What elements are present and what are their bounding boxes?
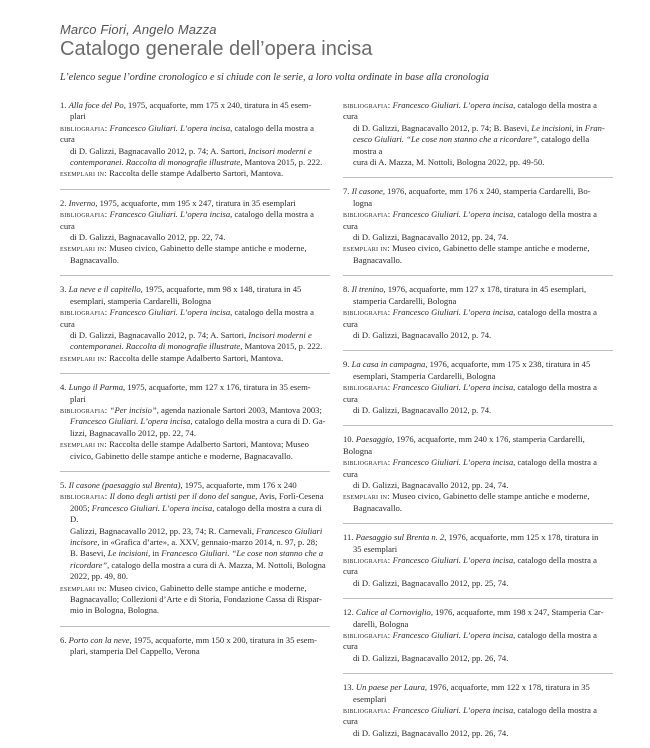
text-segment: Bagnacavallo. — [353, 502, 402, 513]
catalogue-entry — [343, 682, 613, 739]
entry-line — [60, 353, 330, 364]
text-segment: Calice al Cornoviglio — [355, 607, 431, 618]
entry-line — [60, 146, 330, 157]
page-title: Catalogo generale dell’opera incisa — [60, 38, 373, 60]
text-segment: Francesco Giuliari. L’opera incisa — [392, 630, 514, 641]
entry-line — [60, 168, 330, 179]
text-segment: Museo civico, Gabinetto delle stampe antiche e moderne, — [392, 243, 590, 254]
text-segment: mio in Bologna, Bologna. — [70, 605, 160, 616]
text-segment: civico, Gabinetto delle stampe antiche e moderne, Bagnacavallo. — [70, 450, 293, 461]
entry-line — [343, 491, 613, 502]
text-segment: , 1976, acquaforte, mm 175 x 238, tiratura in 45 — [425, 359, 591, 370]
text-segment: , 1976, acquaforte, mm 176 x 240, stamperia Cardarelli, Bo- — [382, 186, 591, 197]
bibliography-label: bibliografia: — [60, 491, 110, 502]
bibliography-label: bibliografia: — [343, 457, 393, 468]
text-segment: di D. Galizzi, Bagnacavallo 2012, pp. 22, 74. — [70, 232, 226, 243]
entry-line — [60, 537, 330, 548]
text-segment: Francesco Giuliari. L’opera incisa — [91, 502, 213, 513]
bibliography-label: bibliografia: — [60, 307, 110, 318]
entry-line — [60, 330, 330, 341]
entry-line — [343, 100, 613, 123]
catalogue-entry — [343, 532, 613, 589]
entry-line — [60, 341, 330, 352]
text-segment: , Mantova 2015, p. 222. — [240, 157, 323, 168]
entry-line — [60, 605, 330, 616]
text-segment: di D. Galizzi, Bagnacavallo 2012, pp. 26, 74. — [353, 727, 509, 738]
text-segment: , 1975, acquaforte, mm 127 x 176, tiratura in 35 esem- — [123, 382, 311, 393]
text-segment: lizzi, Bagnacavallo 2012, pp. 22, 74. — [70, 427, 197, 438]
bibliography-label: bibliografia: — [343, 100, 393, 110]
text-segment: , 1976, acquaforte, mm 198 x 247, Stamperia Car- — [430, 607, 604, 618]
entry-line — [343, 555, 613, 578]
text-segment: 4. — [60, 382, 69, 393]
text-segment: Museo civico, Gabinetto delle stampe antiche e moderne, — [392, 491, 590, 502]
entry-line — [60, 157, 330, 168]
text-segment: , 1975, acquaforte, mm 98 x 148, tiratura in 45 — [140, 284, 302, 295]
text-segment: contemporanei. Raccolta di monografie illustrate — [70, 341, 241, 352]
text-segment: , catalogo della mostra a cura — [343, 457, 597, 479]
bibliography-label: bibliografia: — [343, 307, 393, 318]
entry-line — [343, 134, 613, 157]
entry-line — [60, 416, 330, 427]
page-subtitle: L’elenco segue l’ordine cronologico e si chiude con le serie, a loro volta ordinate in base alla cronologia — [60, 72, 489, 83]
text-segment: Francesco Giuliari. L’opera incisa — [392, 209, 514, 220]
entry-line — [60, 111, 330, 122]
text-segment: 11. — [343, 532, 356, 543]
text-segment: 10. — [343, 434, 356, 445]
text-segment: di D. Galizzi, Bagnacavallo 2012, p. 74; A. Sartori, — [70, 145, 249, 156]
entry-line — [343, 578, 613, 589]
text-segment: Paesaggio — [355, 434, 393, 445]
text-segment: di D. Galizzi, Bagnacavallo 2012, pp. 26, 74. — [353, 652, 509, 663]
entry-line — [60, 405, 330, 416]
copies-label: esemplari in: — [60, 352, 110, 363]
entry-line — [343, 382, 613, 405]
entry-line — [343, 157, 613, 168]
text-segment: 9. — [343, 359, 352, 370]
text-segment: , 1975, acquaforte, mm 175 x 240, tiratura in 45 esem- — [123, 100, 312, 110]
text-segment: Le incisioni — [531, 122, 572, 133]
entry-divider — [343, 523, 613, 524]
entry-line — [60, 428, 330, 439]
entry-divider — [343, 350, 613, 351]
text-segment: , 1976, acquaforte, mm 125 x 178, tiratura in — [444, 532, 599, 543]
text-segment: , catalogo della mostra a cura — [60, 307, 314, 329]
entry-line — [60, 560, 330, 571]
text-segment: , Avis, Forlì-Cesena — [255, 491, 324, 502]
copies-label: esemplari in: — [60, 168, 110, 179]
entry-divider — [343, 275, 613, 276]
entry-divider — [60, 275, 330, 276]
text-segment: , in — [571, 122, 585, 133]
entry-line — [343, 607, 613, 618]
copies-label: esemplari in: — [343, 491, 393, 502]
catalogue-entry — [60, 198, 330, 266]
text-segment: , catalogo della mostra a — [353, 134, 590, 156]
text-segment: Fran- — [584, 122, 605, 133]
text-segment: Francesco Giuliari. L’opera incisa — [392, 555, 514, 565]
entry-line — [60, 255, 330, 266]
entry-line — [60, 646, 330, 657]
text-segment: Alla foce del Po — [68, 100, 124, 110]
text-segment: , catalogo della mostra a cura — [343, 209, 597, 231]
entry-divider — [60, 373, 330, 374]
text-segment: Francesco Giuliari. L’opera incisa — [392, 100, 514, 110]
bibliography-label: bibliografia: — [60, 404, 110, 415]
text-segment: di D. Galizzi, Bagnacavallo 2012, p. 74; B. Basevi, — [353, 122, 532, 133]
copies-label: esemplari in: — [343, 243, 393, 254]
text-segment: B. Basevi, — [70, 548, 108, 559]
text-segment: di D. Galizzi, Bagnacavallo 2012, p. 74. — [353, 404, 492, 415]
text-segment: Francesco Giuliari. L’opera incisa — [70, 416, 191, 427]
bibliography-label: bibliografia: — [343, 209, 393, 220]
text-segment: 35 esemplari — [353, 543, 398, 554]
catalogue-entry — [60, 382, 330, 462]
bibliography-label: bibliografia: — [343, 382, 393, 393]
entry-line — [343, 434, 613, 457]
entry-line — [60, 491, 330, 502]
entry-line — [60, 526, 330, 537]
text-segment: plari — [70, 393, 86, 404]
catalogue-entry — [343, 100, 613, 168]
text-segment: plari — [70, 111, 86, 122]
text-segment: 7. — [343, 186, 352, 197]
text-segment: Il casone — [351, 186, 383, 197]
text-segment: 1. — [60, 100, 69, 110]
text-segment: stamperia Cardarelli, Bologna — [353, 295, 457, 306]
text-segment: Incisori moderni e — [248, 145, 312, 156]
text-segment: Bagnacavallo. — [353, 254, 402, 265]
text-segment: Porto con la neve — [68, 634, 130, 645]
entry-line — [60, 232, 330, 243]
text-segment: La casa in campagna — [351, 359, 426, 370]
text-segment: darelli, Bologna — [353, 618, 409, 629]
text-segment: 8. — [343, 284, 352, 295]
text-segment: Francesco Giuliari. L’opera incisa — [392, 307, 514, 318]
text-segment: 5. — [60, 479, 69, 490]
text-segment: esemplari — [353, 693, 387, 704]
entry-divider — [343, 598, 613, 599]
text-segment: , 1976, acquaforte, mm 122 x 178, tiratura in 35 — [424, 682, 590, 693]
text-segment: Museo civico, Gabinetto delle stampe antiche e moderne, — [109, 582, 307, 593]
text-segment: , 1975, acquaforte, mm 150 x 200, tiratura in 35 esem- — [129, 634, 318, 645]
entry-line — [60, 635, 330, 646]
text-segment: 2. — [60, 197, 69, 208]
text-segment: Raccolta delle stampe Adalberto Sartori, Mantova; Museo — [109, 439, 309, 450]
entry-line — [343, 705, 613, 728]
text-segment: 6. — [60, 634, 69, 645]
entry-line — [343, 209, 613, 232]
text-segment: Francesco Giuliari. L’opera incisa — [109, 122, 231, 133]
text-segment: , catalogo della mostra a cura di A. Mazza, M. Nottoli, Bologna — [107, 559, 326, 570]
text-segment: , 1976, acquaforte, mm 240 x 176, stamperia Cardarelli, Bologna — [343, 434, 585, 456]
bibliography-label: bibliografia: — [343, 630, 393, 641]
text-segment: Bagnacavallo. — [70, 254, 119, 265]
text-segment: ricordare” — [70, 559, 108, 570]
text-segment: , 1976, acquaforte, mm 127 x 178, tiratura in 45 esemplari, — [383, 284, 587, 295]
entry-line — [343, 255, 613, 266]
text-segment: , 1975, acquaforte, mm 195 x 247, tiratura in 35 esemplari — [95, 197, 296, 208]
entry-line — [343, 619, 613, 630]
text-segment: Galizzi, Bagnacavallo 2012, pp. 23, 74; R. Carnevali, — [70, 525, 257, 536]
catalogue-entry — [343, 284, 613, 341]
text-segment: La neve e il capitello — [68, 284, 141, 295]
text-segment: esemplari, stamperia Cardarelli, Bologna — [70, 295, 212, 306]
entry-line — [343, 330, 613, 341]
entry-line — [60, 209, 330, 232]
entry-line — [60, 451, 330, 462]
right-column — [343, 100, 613, 748]
entry-line — [343, 503, 613, 514]
text-segment: 2005; — [70, 502, 92, 513]
text-segment: Francesco Giuliari. L’opera incisa — [109, 209, 231, 220]
entry-divider — [343, 673, 613, 674]
text-segment: 3. — [60, 284, 69, 295]
entry-line — [343, 480, 613, 491]
entry-line — [60, 100, 330, 111]
text-segment: Francesco Giuliari — [256, 525, 323, 536]
text-segment: , catalogo della mostra a cura — [343, 307, 597, 329]
left-column — [60, 100, 330, 667]
entry-line — [343, 682, 613, 693]
entry-line — [343, 296, 613, 307]
catalogue-entry — [60, 284, 330, 364]
text-segment: , agenda nazionale Sartori 2003, Mantova 2003; — [156, 404, 322, 415]
entry-line — [343, 307, 613, 330]
text-segment: , in — [148, 548, 162, 559]
entry-line — [60, 198, 330, 209]
entry-line — [60, 382, 330, 393]
entry-line — [343, 359, 613, 370]
text-segment: , in «Grafica d’arte», a. XXV, gennaio-marzo 2014, n. 97, p. 28; — [97, 537, 318, 547]
text-segment: Raccolta delle stampe Adalberto Sartori, Mantova. — [109, 168, 284, 179]
copies-label: esemplari in: — [60, 439, 110, 450]
text-segment: logna — [353, 197, 373, 208]
text-segment: Le incisioni — [107, 548, 149, 559]
entry-line — [60, 594, 330, 605]
text-segment: , catalogo della mostra a cura di D. Ga- — [190, 416, 326, 427]
text-segment: cura di A. Mazza, M. Nottoli, Bologna 2022, pp. 49-50. — [353, 157, 545, 168]
entry-divider — [60, 189, 330, 190]
text-segment: Il casone (paesaggio sul Brenta) — [68, 479, 181, 490]
bibliography-label: bibliografia: — [343, 555, 393, 565]
copies-label: esemplari in: — [60, 582, 110, 593]
entry-divider — [60, 626, 330, 627]
entry-line — [60, 571, 330, 582]
text-segment: , catalogo della mostra a cura — [60, 122, 314, 145]
text-segment: “Per incisio” — [109, 404, 157, 415]
text-segment: Il dono degli artisti per il dono del sangue — [109, 491, 256, 502]
catalogue-entry — [60, 480, 330, 617]
entry-line — [343, 653, 613, 664]
entry-line — [60, 548, 330, 559]
text-segment: esemplari, Stamperia Cardarelli, Bologna — [353, 370, 496, 381]
entry-line — [343, 284, 613, 295]
text-segment: , 1975, acquaforte, mm 176 x 240 — [180, 479, 297, 490]
entry-line — [343, 371, 613, 382]
bibliography-label: bibliografia: — [60, 209, 110, 220]
entry-line — [343, 532, 613, 543]
entry-line — [343, 728, 613, 739]
entry-line — [60, 307, 330, 330]
text-segment: , catalogo della mostra a cura di D. — [70, 502, 322, 525]
entry-line — [60, 503, 330, 526]
text-segment: Inverno — [68, 197, 96, 208]
text-segment: Francesco Giuliari. L’opera incisa — [392, 457, 514, 468]
text-segment: 12. — [343, 607, 356, 618]
text-segment: , catalogo della mostra a cura — [343, 382, 597, 404]
text-segment: Francesco Giuliari. L’opera incisa — [392, 705, 514, 716]
bibliography-label: bibliografia: — [60, 122, 110, 133]
authors: Marco Fiori, Angelo Mazza — [60, 22, 217, 37]
entry-line — [60, 439, 330, 450]
text-segment: 2022, pp. 49, 80. — [70, 571, 129, 582]
text-segment: Francesco Giuliari. L’opera incisa — [392, 382, 514, 393]
copies-label: esemplari in: — [60, 243, 110, 254]
text-segment: cesco Giuliari. “Le cose non stanno che a ricordare” — [353, 134, 537, 145]
entry-line — [343, 243, 613, 254]
text-segment: , catalogo della mostra a cura — [60, 209, 314, 231]
text-segment: 13. — [343, 682, 356, 693]
entry-line — [343, 232, 613, 243]
text-segment: di D. Galizzi, Bagnacavallo 2012, pp. 24, 74. — [353, 479, 509, 490]
text-segment: Francesco Giuliari. “Le cose non stanno che a — [161, 548, 324, 559]
entry-line — [343, 198, 613, 209]
text-segment: Un paese per Laura — [355, 682, 425, 693]
entry-line — [343, 694, 613, 705]
text-segment: di D. Galizzi, Bagnacavallo 2012, pp. 24, 74. — [353, 232, 509, 243]
entry-line — [343, 544, 613, 555]
text-segment: Francesco Giuliari. L’opera incisa — [109, 307, 231, 318]
text-segment: , Mantova 2015, p. 222. — [240, 341, 323, 352]
text-segment: Bagnacavallo; Collezioni d’Arte e di Storia, Fondazione Cassa di Rispar- — [70, 594, 322, 605]
text-segment: , catalogo della mostra a cura — [343, 705, 597, 727]
text-segment: di D. Galizzi, Bagnacavallo 2012, p. 74. — [353, 329, 492, 340]
text-segment: Paesaggio sul Brenta n. 2 — [355, 532, 445, 543]
text-segment: Il trenino — [351, 284, 384, 295]
entry-line — [343, 186, 613, 197]
catalogue-entry — [343, 434, 613, 514]
text-segment: plari, stamperia Del Cappello, Verona — [70, 646, 200, 657]
text-segment: di D. Galizzi, Bagnacavallo 2012, pp. 25, 74. — [353, 577, 509, 588]
entry-line — [60, 296, 330, 307]
text-segment: , catalogo della mostra a cura — [343, 100, 597, 122]
catalogue-entry — [343, 359, 613, 416]
bibliography-label: bibliografia: — [343, 705, 393, 716]
text-segment: Museo civico, Gabinetto delle stampe antiche e moderne, — [109, 243, 307, 254]
entry-line — [343, 405, 613, 416]
text-segment: Incisori moderni e — [248, 329, 312, 340]
entry-line — [60, 480, 330, 491]
text-segment: Raccolta delle stampe Adalberto Sartori, Mantova. — [109, 352, 284, 363]
entry-line — [343, 457, 613, 480]
text-segment: di D. Galizzi, Bagnacavallo 2012, p. 74; A. Sartori, — [70, 329, 249, 340]
text-segment: contemporanei. Raccolta di monografie illustrate — [70, 157, 241, 168]
entry-divider — [343, 425, 613, 426]
entry-line — [60, 123, 330, 146]
entry-line — [60, 394, 330, 405]
catalogue-entry — [60, 100, 330, 180]
text-segment: incisore — [70, 537, 98, 547]
entry-line — [343, 630, 613, 653]
catalogue-entry — [60, 635, 330, 658]
entry-line — [60, 583, 330, 594]
entry-line — [60, 284, 330, 295]
catalogue-entry — [343, 186, 613, 266]
text-segment: Lungo il Parma — [68, 382, 124, 393]
entry-divider — [60, 471, 330, 472]
entry-line — [60, 243, 330, 254]
text-segment: , catalogo della mostra a cura — [343, 630, 597, 652]
entry-divider — [343, 177, 613, 178]
catalogue-entry — [343, 607, 613, 664]
text-segment: , catalogo della mostra a cura — [343, 555, 597, 577]
entry-line — [343, 123, 613, 134]
